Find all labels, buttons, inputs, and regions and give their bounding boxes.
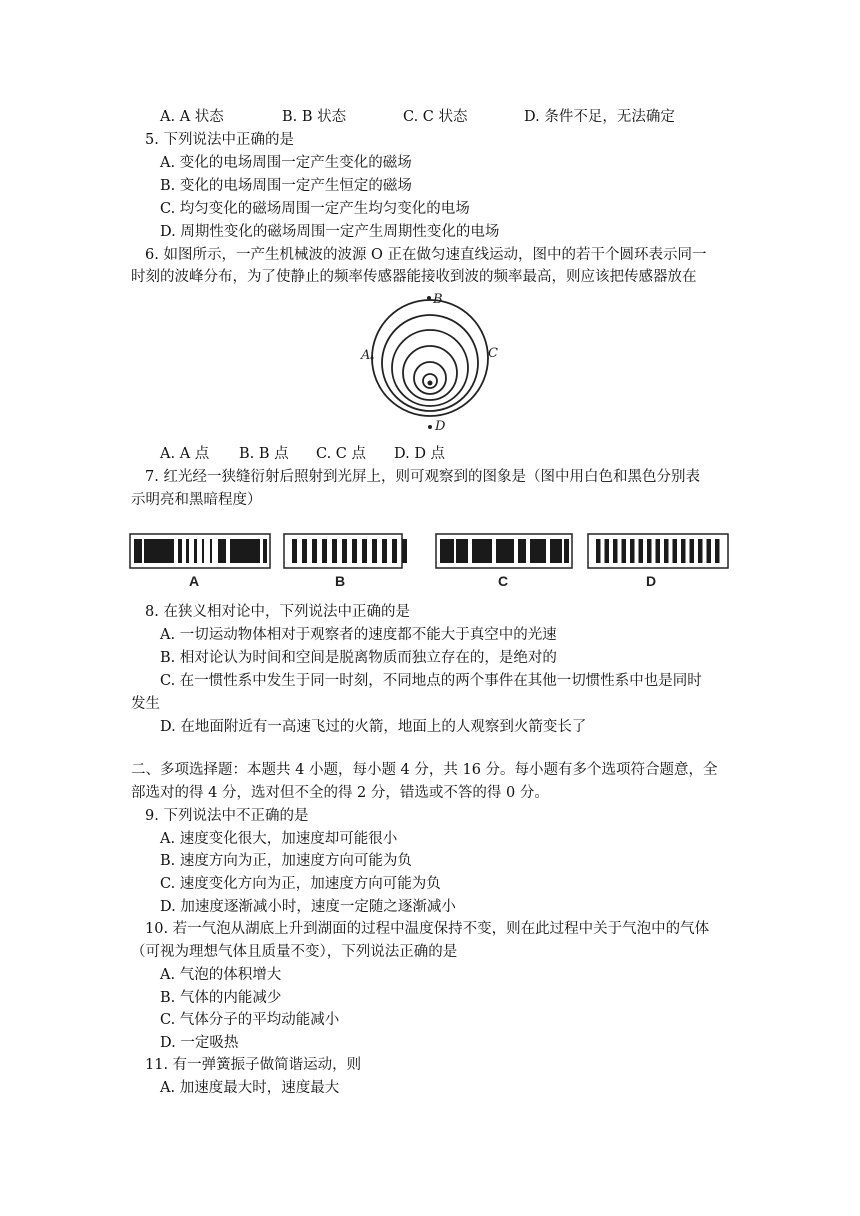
pattern-c	[436, 534, 572, 568]
wave-ring-4	[403, 346, 457, 400]
q4-option-a: A. A 状态	[160, 109, 224, 125]
dark-stripe	[647, 539, 652, 563]
pattern-b	[284, 534, 407, 568]
dark-stripe	[707, 539, 712, 563]
q10-option-b: B. 气体的内能减少	[160, 990, 282, 1006]
dark-stripe	[178, 539, 182, 563]
section2-heading-line1: 二、多项选择题：本题共 4 小题，每小题 4 分，共 16 分。每小题有多个选项符合题意，全	[131, 762, 718, 778]
dark-stripe	[382, 539, 387, 563]
dark-stripe	[392, 539, 397, 563]
q6-option-a: A. A 点	[160, 446, 210, 462]
dark-stripe	[456, 539, 468, 563]
q10-option-d: D. 一定吸热	[160, 1035, 239, 1051]
q6-stem-line1: 6. 如图所示，一产生机械波的波源 O 正在做匀速直线运动，图中的若干个圆环表示同一	[145, 247, 707, 263]
q9-stem: 9. 下列说法中不正确的是	[145, 808, 309, 824]
dark-stripe	[322, 539, 327, 563]
q7-stem-line1: 7. 红光经一狭缝衍射后照射到光屏上，则可观察到的图象是（图中用白色和黑色分别表	[145, 469, 700, 485]
q8-option-c-line1: C. 在一惯性系中发生于同一时刻，不同地点的两个事件在其他一切惯性系中也是同时	[160, 673, 702, 689]
dark-stripe	[630, 539, 635, 563]
dark-stripe	[352, 539, 357, 563]
q9-option-b: B. 速度方向为正，加速度方向可能为负	[160, 853, 412, 869]
dark-stripe	[218, 539, 226, 563]
q6-stem-line2: 时刻的波峰分布，为了使静止的频率传感器能接收到波的频率最高，则应该把传感器放在	[131, 269, 697, 285]
dark-stripe	[690, 539, 695, 563]
dark-stripe	[605, 539, 610, 563]
pattern-label-b: B	[334, 573, 346, 589]
pattern-label-c: C	[497, 573, 509, 589]
wave-ring-5	[414, 362, 446, 394]
dark-stripe	[186, 539, 189, 563]
point-b-dot	[427, 296, 431, 300]
dark-stripe	[134, 539, 142, 563]
dark-stripe	[263, 539, 267, 563]
dark-stripe	[292, 539, 297, 563]
dark-stripe	[472, 539, 492, 563]
wave-source-figure	[355, 290, 505, 440]
dark-stripe	[372, 539, 377, 563]
diffraction-patterns-figure	[128, 528, 738, 592]
q4-option-d: D. 条件不足，无法确定	[524, 109, 675, 125]
q5-option-a: A. 变化的电场周围一定产生变化的磁场	[160, 155, 412, 171]
dark-stripe	[230, 539, 260, 563]
q5-option-d: D. 周期性变化的磁场周围一定产生周期性变化的电场	[160, 224, 500, 240]
dark-stripe	[656, 539, 661, 563]
q10-option-a: A. 气泡的体积增大	[160, 967, 282, 983]
dark-stripe	[639, 539, 644, 563]
dark-stripe	[664, 539, 669, 563]
q6-option-c: C. C 点	[316, 446, 366, 462]
q8-option-d: D. 在地面附近有一高速飞过的火箭，地面上的人观察到火箭变长了	[160, 719, 587, 735]
dark-stripe	[194, 539, 197, 563]
dark-stripe	[698, 539, 703, 563]
q5-stem: 5. 下列说法中正确的是	[145, 132, 294, 148]
dark-stripe	[210, 539, 212, 563]
q9-option-c: C. 速度变化方向为正，加速度方向可能为负	[160, 876, 441, 892]
pattern-label-d: D	[645, 573, 657, 589]
dark-stripe	[518, 539, 526, 563]
q5-option-c: C. 均匀变化的磁场周围一定产生均匀变化的电场	[160, 201, 470, 217]
q8-option-a: A. 一切运动物体相对于观察者的速度都不能大于真空中的光速	[160, 627, 557, 643]
q10-stem-line1: 10. 若一气泡从湖底上升到湖面的过程中温度保持不变，则在此过程中关于气泡中的气体	[145, 921, 710, 937]
q10-stem-line2: （可视为理想气体且质量不变），下列说法正确的是	[131, 944, 458, 960]
dark-stripe	[613, 539, 618, 563]
pattern-a	[130, 534, 270, 568]
label-c: C	[488, 346, 498, 361]
dark-stripe	[596, 539, 601, 563]
dark-stripe	[715, 539, 720, 563]
q8-option-b: B. 相对论认为时间和空间是脱离物质而独立存在的，是绝对的	[160, 650, 557, 666]
source-o-dot	[428, 381, 433, 386]
q9-option-d: D. 加速度逐渐减小时，速度一定随之逐渐减小	[160, 899, 456, 915]
q5-option-b: B. 变化的电场周围一定产生恒定的磁场	[160, 178, 412, 194]
q8-option-c-line2: 发生	[131, 696, 160, 712]
pattern-label-a: A	[188, 573, 200, 589]
q8-stem: 8. 在狭义相对论中，下列说法中正确的是	[145, 604, 410, 620]
dark-stripe	[681, 539, 686, 563]
dark-stripe	[332, 539, 337, 563]
q10-option-c: C. 气体分子的平均动能减小	[160, 1012, 340, 1028]
q6-option-b: B. B 点	[239, 446, 289, 462]
q9-option-a: A. 速度变化很大，加速度却可能很小	[160, 831, 398, 847]
q7-stem-line2: 示明亮和黑暗程度）	[131, 492, 262, 508]
dark-stripe	[550, 539, 562, 563]
label-b: B	[433, 292, 443, 307]
q4-option-c: C. C 状态	[403, 109, 468, 125]
q11-stem: 11. 有一弹簧振子做简谐运动，则	[145, 1057, 362, 1073]
q11-option-a: A. 加速度最大时，速度最大	[160, 1080, 340, 1096]
label-a: A	[361, 348, 371, 363]
dark-stripe	[362, 539, 367, 563]
point-d-dot	[428, 425, 432, 429]
q4-option-b: B. B 状态	[282, 109, 347, 125]
point-a-dot	[371, 357, 374, 360]
dark-stripe	[673, 539, 678, 563]
dark-stripe	[312, 539, 317, 563]
dark-stripe	[402, 539, 407, 563]
dark-stripe	[496, 539, 514, 563]
section2-heading-line2: 部选对的得 4 分，选对但不全的得 2 分，错选或不答的得 0 分。	[131, 785, 549, 801]
dark-stripe	[144, 539, 174, 563]
q6-option-d: D. D 点	[394, 446, 446, 462]
dark-stripe	[440, 539, 454, 563]
dark-stripe	[530, 539, 546, 563]
pattern-d	[588, 534, 728, 568]
dark-stripe	[622, 539, 627, 563]
dark-stripe	[342, 539, 347, 563]
dark-stripe	[564, 539, 569, 563]
dark-stripe	[302, 539, 307, 563]
wave-ring-1	[372, 300, 488, 416]
label-d: D	[435, 419, 446, 434]
dark-stripe	[202, 539, 204, 563]
